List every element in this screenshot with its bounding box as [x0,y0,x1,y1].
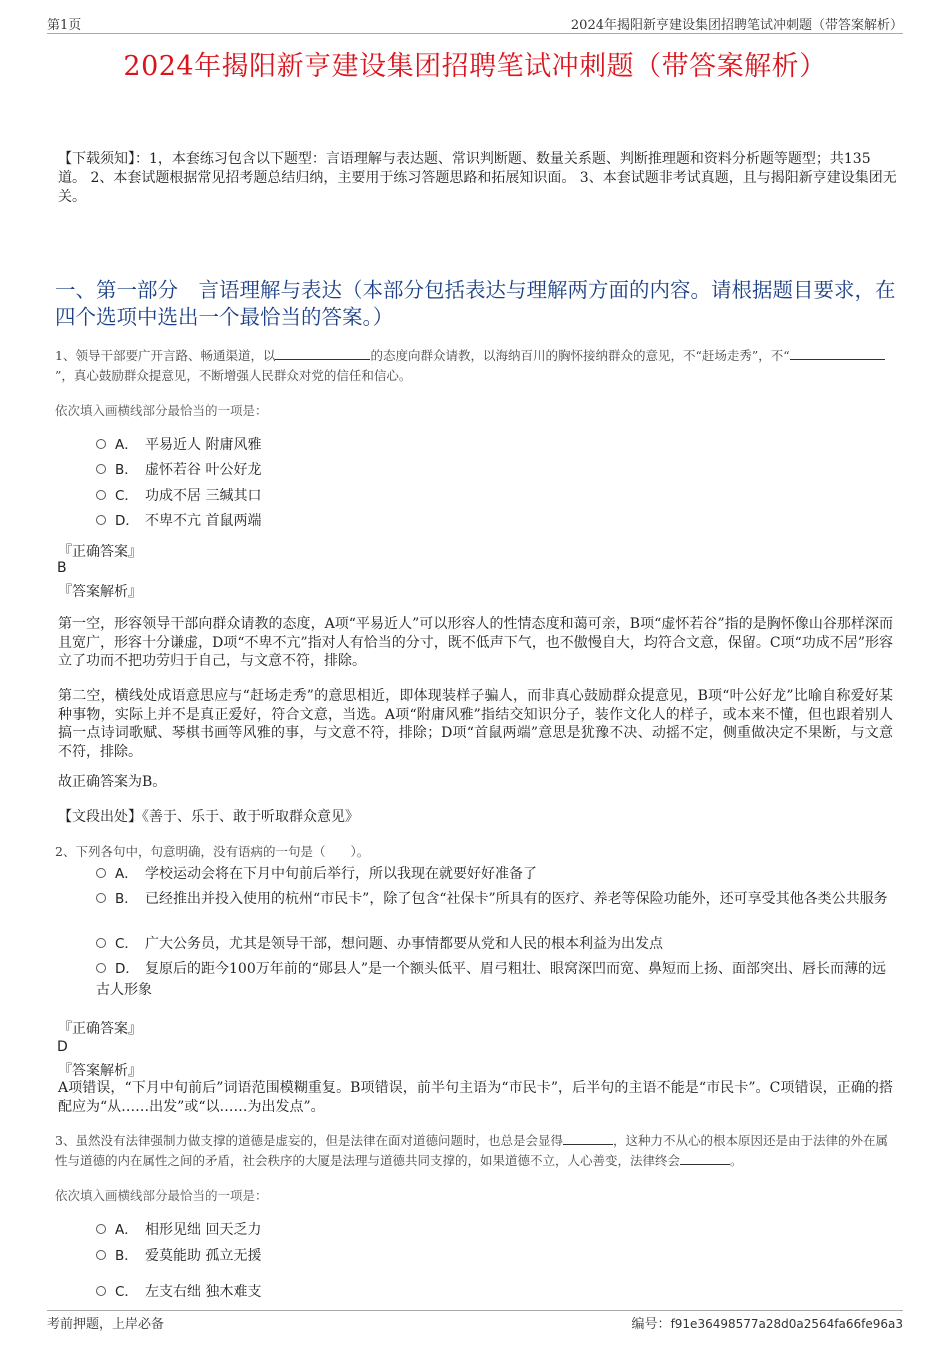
q1-blank-1 [275,348,370,360]
radio-icon[interactable] [96,938,106,948]
radio-icon[interactable] [96,868,106,878]
section-heading: 一、第一部分 言语理解与表达（本部分包括表达与理解两方面的内容。请根据题目要求，在四个选项中选出一个最恰当的答案。） [55,278,896,329]
q1-stem-part-b: 的态度向群众请教，以海纳百川的胸怀接纳群众的意见，不“赶场走秀”，不“ [370,348,790,363]
q1-stem-part-c: ”，真心鼓励群众提意见，不断增强人民群众对党的信任和信心。 [55,368,412,383]
radio-icon[interactable] [96,963,106,973]
q3-stem-part-a: 3、虽然没有法律强制力做支撑的道德是虚妄的，但是法律在面对道德问题时，也总是会显得 [55,1133,563,1148]
radio-icon[interactable] [96,1286,106,1296]
q1-option-b[interactable]: B． 虚怀若谷 叶公好龙 [96,460,891,481]
footer-code-label: 编号： [631,1317,671,1332]
q1-instruction: 依次填入画横线部分最恰当的一项是： [55,403,268,418]
q2-analysis-label: 『答案解析』 [58,1063,142,1079]
q2-answer: D [57,1039,68,1055]
q1-stem-part-a: 1、领导干部要广开言路、畅通渠道，以 [55,348,276,363]
q1-option-c[interactable]: C． 功成不居 三缄其口 [96,486,891,507]
q1-analysis-paragraph: 第二空，横线处成语意思应与“赶场走秀”的意思相近，即体现装样子骗人，而非真心鼓励群众提意见，B项“叶公好龙”比喻自称爱好某种事物，实际上并不是真正爱好，符合文意，当选。A项“附庸风雅”指结交知识分子，装作文化人的样子，或本来不懂，但也跟着别人搞一点诗词歌赋、琴棋书画等风雅的事，与文意不符，排除；D项“首鼠两端”意思是犹豫不决、动摇不定，侧重做决定不果断，与文意不符，排除。 [58,688,893,760]
footer-divider [47,1310,903,1311]
radio-icon[interactable] [96,1224,106,1234]
download-notice: 【下载须知】：1，本套练习包含以下题型：言语理解与表达题、常识判断题、数量关系题、判断推理题和资料分析题等题型；共135道。 2、本套试题根据常见招考题总结归纳，主要用于练习答题思路和拓展知识面。 3、本套试题非考试真题，且与揭阳新亨建设集团无关。 [58,151,897,205]
page-title: 2024年揭阳新亨建设集团招聘笔试冲刺题（带答案解析） [123,51,827,82]
q1-answer-label: 『正确答案』 [58,544,142,560]
q3-stem-part-b: ，这种力不从心的根本原因还是由于法律的外在属性与道德的内在属性之间的矛盾，社会秩序的大厦是法理与道德共同支撑的，如果道德不立，人心善变，法律终会 [55,1133,888,1168]
q1-option-a[interactable]: A． 平易近人 附庸风雅 [96,435,891,456]
header-doc-title: 2024年揭阳新亨建设集团招聘笔试冲刺题（带答案解析） [570,18,903,33]
question-2-stem: 2、下列各句中，句意明确，没有语病的一句是（ ）。 [55,844,370,859]
q1-source: 【文段出处】《善于、乐于、敢于听取群众意见》 [58,809,359,825]
q3-option-c[interactable]: C． 左支右绌 独木难支 [96,1282,891,1303]
q2-answer-label: 『正确答案』 [58,1021,142,1037]
radio-icon[interactable] [96,439,106,449]
q3-option-b[interactable]: B． 爱莫能助 孤立无援 [96,1246,891,1267]
footer-code [632,1313,903,1332]
footer-code-value: f91e36498577a28d0a2564fa66fe96a3 [670,1317,903,1331]
question-3-stem [55,1131,900,1171]
page-number: 第1页 [47,18,82,33]
question-1-stem [55,346,900,386]
q2-option-b[interactable]: B． 已经推出并投入使用的杭州“市民卡”，除了包含“社保卡”所具有的医疗、养老等保险功能外，还可享受其他各类公共服务 [96,889,891,910]
radio-icon[interactable] [96,490,106,500]
q2-option-d[interactable]: D． 复原后的距今100万年前的“郧县人”是一个额头低平、眉弓粗壮、眼窝深凹而宽、鼻短而上扬、面部突出、唇长而薄的远古人形象 [96,961,887,998]
q2-option-a[interactable]: A． 学校运动会将在下月中旬前后举行，所以我现在就要好好准备了 [96,864,891,885]
q3-blank-1 [563,1133,613,1145]
q2-analysis: A项错误，“下月中旬前后”词语范围模糊重复。B项错误，前半句主语为“市民卡”，后半句的主语不能是“市民卡”。C项错误，正确的搭配应为“从……出发”或“以……为出发点”。 [58,1080,893,1115]
footer-slogan: 考前押题，上岸必备 [47,1317,165,1332]
radio-icon[interactable] [96,1250,106,1260]
radio-icon[interactable] [96,464,106,474]
q1-option-d[interactable]: D． 不卑不亢 首鼠两端 [96,511,891,532]
q2-option-c[interactable]: C． 广大公务员，尤其是领导干部，想问题、办事情都要从党和人民的根本利益为出发点 [96,934,891,955]
q1-analysis-conclusion: 故正确答案为B。 [58,774,167,790]
radio-icon[interactable] [96,515,106,525]
header-divider [47,33,903,34]
q1-blank-2 [790,348,885,360]
q1-analysis-paragraph: 第一空，形容领导干部向群众请教的态度，A项“平易近人”可以形容人的性情态度和蔼可亲，B项“虚怀若谷”指的是胸怀像山谷那样深而且宽广，形容十分谦虚，D项“不卑不亢”指对人有恰当的分寸，既不低声下气，也不傲慢自大，均符合文意，保留。C项“功成不居”形容立了功而不把功劳归于自己，与文意不符，排除。 [58,616,893,669]
q3-option-a[interactable]: A． 相形见绌 回天乏力 [96,1220,891,1241]
radio-icon[interactable] [96,893,106,903]
q3-stem-part-c: 。 [730,1153,743,1168]
q1-analysis-label: 『答案解析』 [58,584,142,600]
q3-instruction: 依次填入画横线部分最恰当的一项是： [55,1188,268,1203]
q3-blank-2 [680,1153,730,1165]
q1-answer: B [57,560,67,576]
